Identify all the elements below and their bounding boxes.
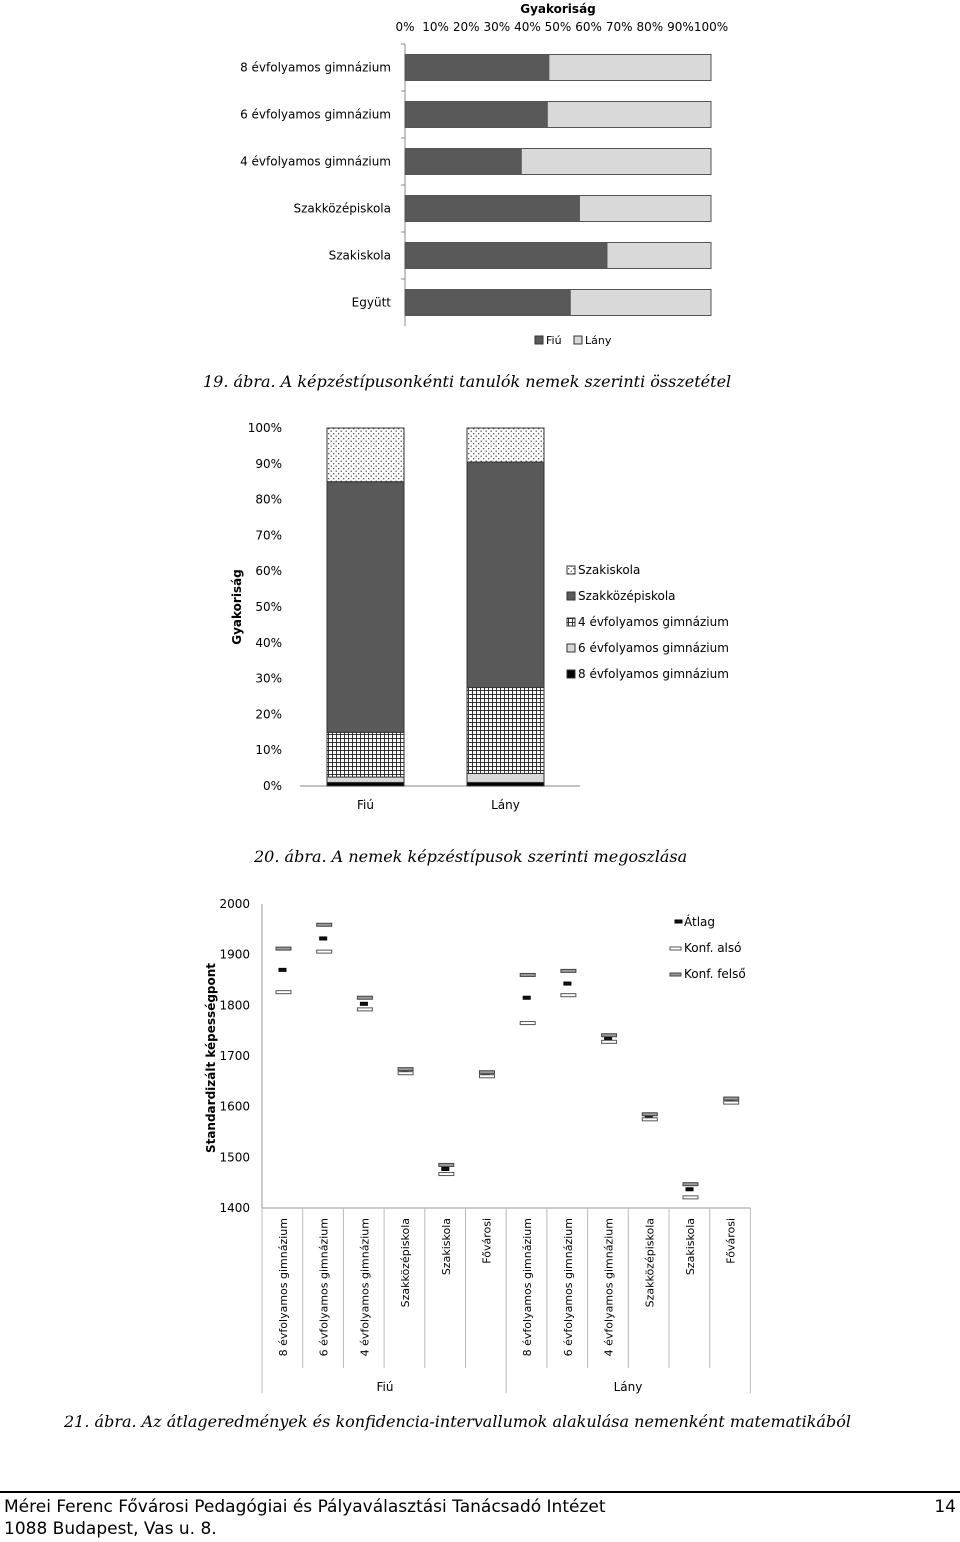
chart2-ytick-label: 10% bbox=[255, 743, 282, 758]
chart3-marker-konf-also bbox=[520, 1022, 535, 1025]
chart2-bar-segment-0 bbox=[467, 782, 544, 786]
chart3-category-label: Fővárosi bbox=[480, 1218, 494, 1264]
chart1-bar-fiu bbox=[405, 149, 521, 175]
chart3-marker-konf-also bbox=[561, 994, 576, 997]
chart3-ytick-label: 2000 bbox=[219, 897, 250, 911]
chart3-category-label: Szakiskola bbox=[684, 1218, 697, 1276]
chart3-marker-atlag bbox=[523, 996, 530, 999]
chart2-ytick-label: 90% bbox=[255, 456, 282, 471]
chart1-xtick-label: 70% bbox=[605, 20, 633, 34]
chart2-bar-segment-1 bbox=[327, 777, 404, 782]
chart3-category-label: Fővárosi bbox=[724, 1218, 738, 1264]
chart2-ytick-label: 50% bbox=[255, 600, 282, 614]
chart1-bar-fiu bbox=[405, 290, 570, 316]
chart1-category-label: Szakiskola bbox=[328, 248, 391, 263]
gender-by-school-type-chart bbox=[0, 410, 960, 830]
legend-label-fiu: Fiú bbox=[546, 334, 562, 347]
chart3-marker-konf-felso bbox=[642, 1113, 657, 1116]
chart3-marker-konf-also bbox=[357, 1008, 372, 1011]
chart2-category-label: Lány bbox=[491, 798, 520, 812]
chart2-bar-segment-2 bbox=[467, 688, 544, 774]
chart2-category-label: Fiú bbox=[357, 798, 374, 812]
chart2-legend-label: 6 évfolyamos gimnázium bbox=[578, 641, 729, 655]
footer-institution: Mérei Ferenc Fővárosi Pedagógiai és Pályaválasztási Tanácsadó Intézet bbox=[4, 1497, 606, 1517]
chart2-legend bbox=[567, 563, 729, 681]
chart1-legend bbox=[535, 334, 612, 347]
chart2-legend-label: Szakiskola bbox=[578, 563, 641, 577]
legend-label-lany: Lány bbox=[585, 334, 612, 347]
chart1-xtick-label: 40% bbox=[514, 20, 541, 34]
chart2-ytick-label: 20% bbox=[255, 707, 282, 722]
chart1-bar-lany bbox=[607, 243, 711, 269]
chart1-xtick-label: 10% bbox=[422, 20, 449, 34]
chart1-xtick-label: 80% bbox=[636, 20, 664, 34]
legend-label-konf-also: Konf. alsó bbox=[684, 941, 742, 955]
chart3-caption: 21. ábra. Az átlageredmények és konfidencia-intervallumok alakulása nemenként matematikából bbox=[64, 1412, 851, 1431]
chart2-bar-segment-4 bbox=[327, 428, 404, 482]
chart1-xtick-label: 90% bbox=[667, 20, 694, 34]
chart3-category-label: 8 évfolyamos gimnázium bbox=[521, 1218, 535, 1357]
chart2-ytick-label: 30% bbox=[255, 671, 282, 686]
chart2-ytick-label: 40% bbox=[255, 635, 282, 650]
legend-swatch-fiu bbox=[535, 336, 543, 344]
chart3-category-label: Szakiskola bbox=[439, 1218, 453, 1276]
chart3-marker-konf-also bbox=[642, 1118, 657, 1121]
chart3-legend bbox=[670, 914, 746, 981]
legend-label-atlag: Átlag bbox=[684, 915, 716, 929]
chart1-xtick-label: 20% bbox=[452, 20, 480, 34]
legend-marker-atlag bbox=[675, 920, 682, 923]
chart2-bar-segment-2 bbox=[327, 732, 404, 777]
chart2-legend-swatch bbox=[567, 644, 575, 652]
chart2-legend-label: Szakközépiskola bbox=[578, 589, 676, 603]
chart3-marker-konf-felso bbox=[683, 1183, 698, 1186]
chart1-category-label: Együtt bbox=[351, 295, 391, 310]
chart1-bar-fiu bbox=[405, 102, 547, 128]
chart1-title: Gyakoriság bbox=[520, 2, 596, 16]
chart2-bar-segment-4 bbox=[467, 428, 544, 462]
chart1-bar-lany bbox=[549, 55, 711, 81]
chart3-marker-atlag bbox=[360, 1002, 367, 1005]
chart3-category-label: Szakközépiskola bbox=[399, 1218, 413, 1308]
chart3-ytick-label: 1500 bbox=[219, 1150, 250, 1165]
chart1-bar-lany bbox=[547, 102, 711, 128]
chart1-category-label: 8 évfolyamos gimnázium bbox=[240, 60, 391, 75]
chart1-xtick-label: 60% bbox=[575, 20, 602, 34]
chart1-category-label: Szakközépiskola bbox=[293, 201, 391, 216]
chart3-marker-konf-felso bbox=[561, 969, 576, 972]
chart2-legend-swatch bbox=[567, 592, 575, 600]
chart1-bar-lany bbox=[570, 290, 711, 316]
chart1-category-label: 6 évfolyamos gimnázium bbox=[240, 107, 391, 122]
chart3-marker-konf-also bbox=[602, 1040, 617, 1043]
chart3-marker-konf-felso bbox=[439, 1163, 454, 1166]
chart3-ytick-label: 1800 bbox=[219, 998, 250, 1013]
mean-confidence-chart bbox=[0, 888, 960, 1408]
chart3-category-label: 8 évfolyamos gimnázium bbox=[277, 1218, 290, 1357]
chart3-marker-konf-felso bbox=[398, 1068, 413, 1071]
chart2-ytick-label: 80% bbox=[255, 492, 282, 507]
chart3-ytick-label: 1600 bbox=[219, 1099, 250, 1114]
legend-marker-konf-also bbox=[670, 947, 681, 950]
chart3-marker-konf-also bbox=[480, 1075, 495, 1078]
chart2-ytick-label: 100% bbox=[247, 421, 282, 435]
chart1-xtick-label: 0% bbox=[395, 20, 415, 34]
chart3-marker-atlag bbox=[564, 982, 571, 985]
chart3-marker-konf-also bbox=[276, 991, 291, 994]
chart2-ytick-label: 70% bbox=[255, 528, 282, 543]
chart3-group-label: Lány bbox=[613, 1380, 643, 1394]
chart2-ylabel: Gyakoriság bbox=[230, 569, 244, 645]
chart2-ytick-label: 60% bbox=[255, 564, 282, 579]
legend-label-konf-felso: Konf. felső bbox=[684, 967, 746, 981]
gender-composition-chart bbox=[0, 0, 960, 360]
chart1-bar-fiu bbox=[405, 55, 549, 81]
chart2-bar-segment-3 bbox=[327, 482, 404, 733]
chart3-marker-konf-felso bbox=[520, 973, 535, 976]
chart3-marker-konf-felso bbox=[276, 947, 291, 950]
chart2-caption: 20. ábra. A nemek képzéstípusok szerinti megoszlása bbox=[254, 847, 688, 866]
chart3-category-label: 4 évfolyamos gimnázium bbox=[358, 1218, 372, 1357]
chart3-category-label: Szakközépiskola bbox=[643, 1218, 657, 1308]
chart1-bar-lany bbox=[521, 149, 711, 175]
chart3-marker-konf-also bbox=[683, 1196, 698, 1199]
legend-swatch-lany bbox=[574, 336, 582, 344]
chart3-marker-konf-also bbox=[724, 1101, 739, 1104]
chart3-ylabel: Standardizált képességpont bbox=[204, 962, 218, 1154]
chart1-bar-fiu bbox=[405, 243, 607, 269]
chart3-ytick-label: 1700 bbox=[219, 1049, 250, 1063]
chart2-legend-swatch bbox=[567, 566, 575, 574]
chart3-marker-konf-also bbox=[398, 1072, 413, 1075]
chart1-xtick-label: 30% bbox=[483, 20, 511, 34]
footer-page-number: 14 bbox=[934, 1497, 956, 1517]
chart2-legend-label: 4 évfolyamos gimnázium bbox=[578, 615, 729, 629]
chart2-bar-segment-1 bbox=[467, 773, 544, 782]
chart3-marker-konf-felso bbox=[357, 996, 372, 999]
chart1-caption: 19. ábra. A képzéstípusonkénti tanulók nemek szerinti összetétel bbox=[203, 372, 732, 391]
page-footer bbox=[0, 1491, 960, 1542]
chart1-bar-lany bbox=[579, 196, 711, 222]
chart3-ytick-label: 1400 bbox=[219, 1201, 250, 1215]
chart2-ytick-label: 0% bbox=[262, 779, 282, 793]
chart3-marker-atlag bbox=[442, 1167, 449, 1170]
chart1-xtick-label: 50% bbox=[544, 20, 572, 34]
chart2-bar-segment-3 bbox=[467, 462, 544, 688]
chart3-marker-konf-felso bbox=[724, 1097, 739, 1100]
chart3-group-label: Fiú bbox=[376, 1380, 394, 1394]
chart3-marker-konf-felso bbox=[602, 1034, 617, 1037]
legend-marker-konf-felso bbox=[670, 973, 681, 976]
chart2-legend-swatch bbox=[567, 618, 575, 626]
chart1-bar-fiu bbox=[405, 196, 579, 222]
chart2-legend-label: 8 évfolyamos gimnázium bbox=[578, 667, 729, 681]
chart3-ytick-label: 1900 bbox=[219, 947, 250, 962]
chart3-marker-konf-felso bbox=[317, 923, 332, 926]
chart3-category-label: 6 évfolyamos gimnázium bbox=[561, 1218, 575, 1357]
chart3-marker-konf-also bbox=[317, 950, 332, 953]
chart3-marker-atlag bbox=[686, 1188, 693, 1191]
chart1-category-label: 4 évfolyamos gimnázium bbox=[240, 154, 391, 169]
footer-address: 1088 Budapest, Vas u. 8. bbox=[4, 1519, 217, 1539]
chart3-marker-atlag bbox=[320, 937, 327, 940]
chart1-xtick-label: 100% bbox=[693, 20, 729, 34]
chart3-category-label: 4 évfolyamos gimnázium bbox=[602, 1218, 616, 1357]
chart3-marker-konf-also bbox=[439, 1173, 454, 1176]
chart3-marker-konf-felso bbox=[480, 1071, 495, 1074]
chart2-bar-segment-0 bbox=[327, 782, 404, 786]
chart2-legend-swatch bbox=[567, 670, 575, 678]
chart3-category-label: 6 évfolyamos gimnázium bbox=[317, 1218, 331, 1357]
chart3-marker-atlag bbox=[279, 968, 286, 971]
